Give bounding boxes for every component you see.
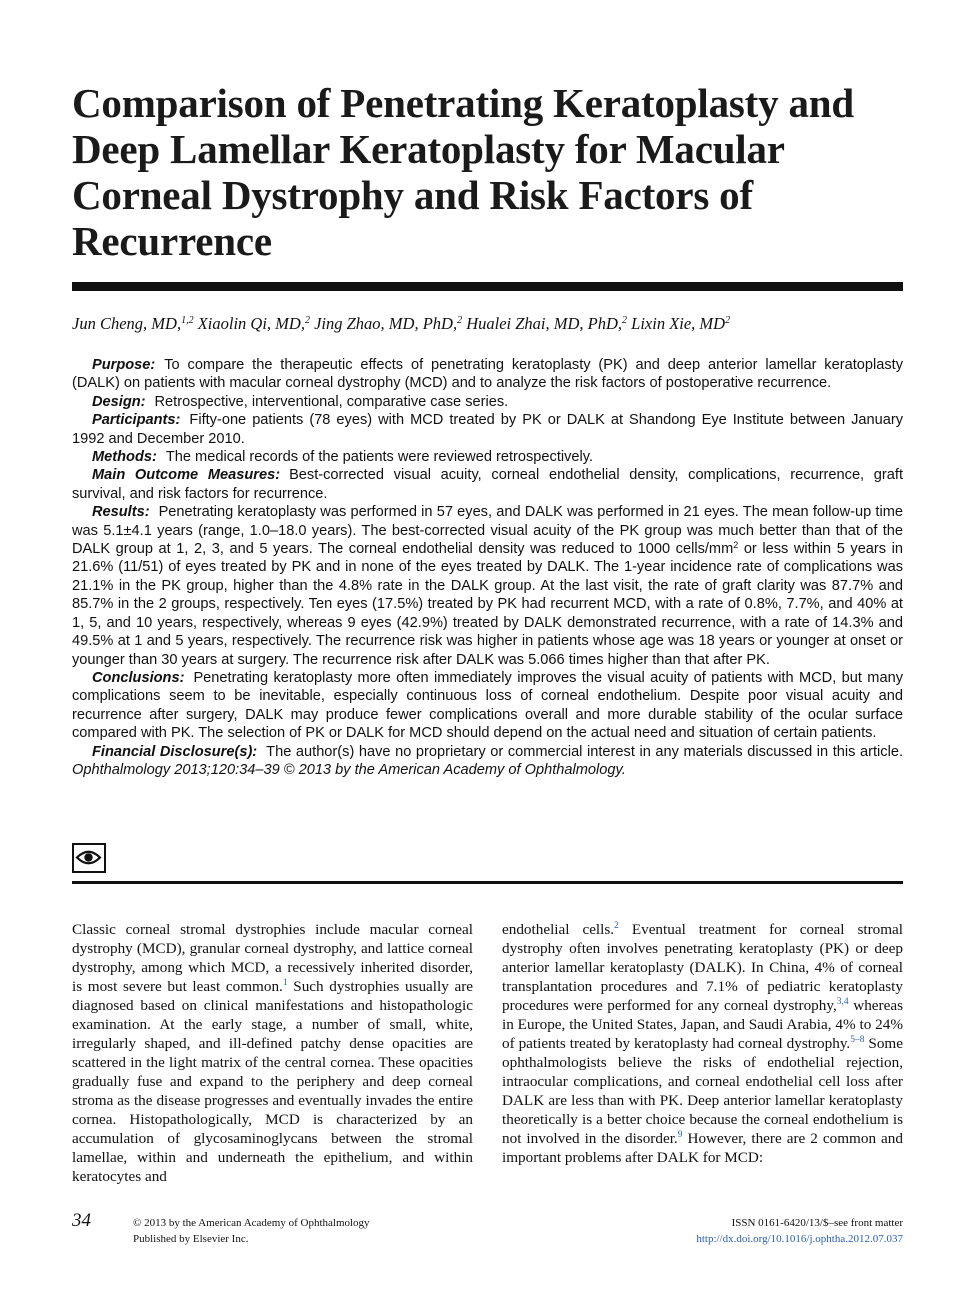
eye-icon[interactable] — [72, 843, 106, 873]
reference-link[interactable]: 9 — [677, 1130, 683, 1140]
abstract-label: Main Outcome Measures: — [92, 467, 281, 484]
abstract-label: Results: — [92, 504, 150, 521]
abstract-purpose — [72, 356, 903, 393]
abstract-label: Methods: — [92, 449, 157, 466]
paragraph — [502, 920, 903, 1167]
issn-line: ISSN 0161-6420/13/$–see front matter — [731, 1217, 903, 1229]
abstract-label: Purpose: — [92, 357, 156, 373]
abstract-text: Fifty-one patients (78 eyes) with MCD treated by PK or DALK at Shandong Eye Institute between January 1992 and December 2010. — [72, 412, 903, 447]
author-name: Jing Zhao, MD, PhD, — [314, 314, 458, 333]
author-name: Lixin Xie, MD — [631, 314, 726, 333]
paragraph — [72, 920, 473, 1186]
abstract-label: Financial Disclosure(s): — [92, 743, 258, 760]
footer-issn — [696, 1216, 903, 1247]
doi-link[interactable]: http://dx.doi.org/10.1016/j.ophtha.2012.07.037 — [696, 1232, 903, 1245]
reference-link[interactable]: 5–8 — [850, 1035, 865, 1045]
body-text: endothelial cells. — [502, 921, 615, 938]
author-name: Xiaolin Qi, MD, — [197, 314, 305, 333]
body-column-left — [72, 920, 473, 1186]
abstract-text: Penetrating keratoplasty was performed in 57 eyes, and DALK was performed in 21 eyes. The mean follow-up time was 5.1±4.1 years (range, 1.0–18.0 years). The best-corrected visual acuity of the PK group was much better than that of the DALK group at 1, 2, 3, and 5 years. The corneal endothelial density was reduced to 1000 cells/mm — [72, 504, 903, 558]
body-text: whereas in Europe, the United States, Japan, and Saudi Arabia, 4% to 24% of patients treated by keratoplasty had corneal dystrophy. — [502, 997, 903, 1052]
author-name: Jun Cheng, MD, — [72, 314, 182, 333]
abstract-text: Penetrating keratoplasty more often immediately improves the visual acuity of patients with MCD, but many complications seem to be inevitable, especially continuous loss of corneal endothelium. Despite poor visual acuity and recurrence after surgery, DALK may produce fewer complications overall and more durable stability of the ocular surface compared with PK. The selection of PK or DALK for MCD should depend on the actual need and situation of certain patients. — [72, 669, 903, 742]
footer-copyright — [133, 1216, 370, 1247]
reference-link[interactable]: 3,4 — [836, 997, 849, 1007]
abstract-financial — [72, 743, 903, 780]
abstract-label: Conclusions: — [92, 669, 185, 686]
abstract-text: Retrospective, interventional, comparative case series. — [154, 393, 509, 410]
abstract-text: Best-corrected visual acuity, corneal endothelial density, complications, recurrence, graft survival, and risk factors for recurrence. — [72, 467, 903, 502]
citation: Ophthalmology 2013;120:34–39 © 2013 by the American Academy of Ophthalmology. — [72, 761, 626, 778]
abstract-methods — [72, 448, 903, 466]
author-affiliation: 2 — [622, 315, 628, 326]
reference-link[interactable]: 2 — [614, 921, 619, 931]
page-number: 34 — [72, 1210, 91, 1231]
body-text: However, there are 2 common and important problems after DALK for MCD: — [502, 1130, 903, 1166]
abstract-text: To compare the therapeutic effects of penetrating keratoplasty (PK) and deep anterior lamellar keratoplasty (DALK) on patients with macular corneal dystrophy (MCD) and to analyze the risk factors of postoperative recurrence. — [72, 357, 903, 392]
abstract-text: or less within 5 years in 21.6% (11/51) of eyes treated by PK and in none of the eyes treated by DALK. The 1-year incidence rate of complications was 21.1% in the PK group, higher than the 4.8% rate in the DALK group. At the last visit, the rate of graft clarity was 87.7% and 85.7% in the 2 groups, respectively. Ten eyes (17.5%) treated by PK had recurrent MCD, with a rate of 0.8%, 7.7%, and 40% at 1, 5, and 10 years, respectively, whereas 9 eyes (42.9%) treated by DALK demonstrated recurrence, with a rate of 14.3% and 49.5% at 1 and 5 years, respectively. The recurrence risk was higher in patients whose age was 18 years or younger at onset or younger than 30 years at surgery. The recurrence risk after DALK was 5.066 times higher than that after PK. — [72, 541, 903, 668]
reference-link[interactable]: 1 — [282, 978, 288, 988]
publisher-line: Published by Elsevier Inc. — [133, 1232, 249, 1245]
author-list — [72, 313, 903, 335]
abstract-divider — [72, 881, 903, 884]
copyright-line: © 2013 by the American Academy of Ophthalmology — [133, 1217, 370, 1229]
body-column-right — [502, 920, 903, 1167]
abstract-text: The medical records of the patients were reviewed retrospectively. — [165, 449, 594, 466]
body-text: Some ophthalmologists believe the risks of endothelial rejection, intraocular complications, and corneal endothelial cell loss after DALK are less than with PK. Deep anterior lamellar keratoplasty theoretically is a better choice because the corneal endothelium is not involved in the disorder. — [502, 1035, 903, 1147]
superscript: 2 — [733, 540, 739, 551]
abstract-results — [72, 503, 903, 669]
article-title: Comparison of Penetrating Keratoplasty and Deep Lamellar Keratoplasty for Macular Corneal Dystrophy and Risk Factors of Recurrence — [72, 80, 854, 264]
author-affiliation: 2 — [457, 315, 463, 326]
abstract-participants — [72, 411, 903, 448]
abstract-design — [72, 393, 903, 411]
author-name: Hualei Zhai, MD, PhD, — [466, 314, 623, 333]
abstract-conclusions — [72, 669, 903, 743]
abstract-label: Design: — [92, 393, 146, 410]
abstract — [72, 356, 903, 779]
body-text: Classic corneal stromal dystrophies include macular corneal dystrophy (MCD), granular corneal dystrophy, and lattice corneal dystrophy, among which MCD, a recessively inherited disorder, is most severe but least common. — [72, 921, 473, 995]
abstract-text: The author(s) have no proprietary or commercial interest in any materials discussed in this article. — [266, 743, 903, 760]
title-divider — [72, 282, 903, 291]
author-affiliation: 2 — [304, 315, 310, 326]
body-text: Such dystrophies usually are diagnosed based on clinical manifestations and histopathologic examination. At the early stage, a number of small, white, irregularly shaped, and ill-defined patchy dense opacities are scattered in the light matrix of the central cornea. These opacities gradually fuse and expand to the periphery and deep corneal stroma as the disease progresses and eventually invades the entire cornea. Histopathologically, MCD is characterized by an accumulation of glycosaminoglycans between the stromal lamellae, within and underneath the epithelium, and within keratocytes and — [72, 978, 473, 1185]
body-text: Eventual treatment for corneal stromal dystrophy often involves penetrating keratoplasty (PK) or deep anterior lamellar keratoplasty (DALK). In China, 4% of corneal transplantation procedures and 7.1% of pediatric keratoplasty procedures were performed for any corneal dystrophy, — [502, 921, 904, 1014]
author-affiliation: 1,2 — [181, 315, 194, 326]
abstract-label: Participants: — [92, 412, 181, 429]
abstract-outcomes — [72, 466, 903, 503]
author-affiliation: 2 — [725, 315, 731, 326]
